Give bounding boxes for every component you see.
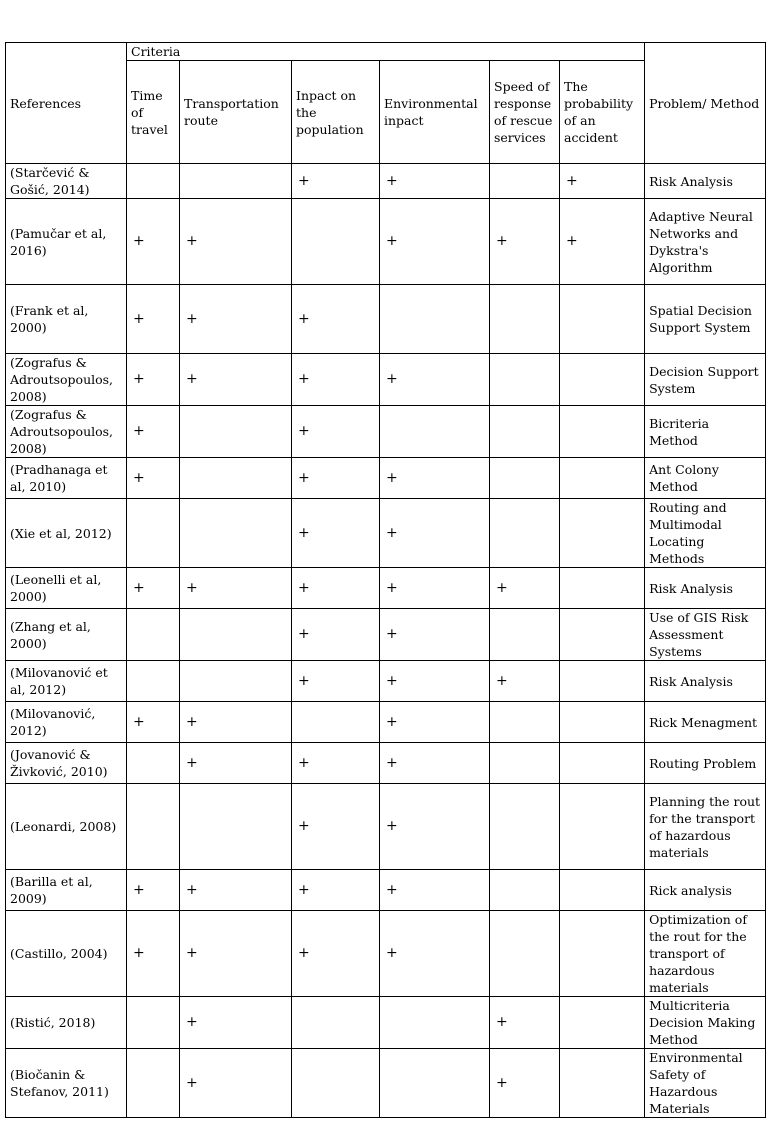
criteria-mark-cell: + [180, 354, 292, 406]
criteria-mark-cell [292, 997, 380, 1049]
criteria-mark-cell [127, 661, 180, 702]
method-cell: Multicriteria Decision Making Method [645, 997, 766, 1049]
criteria-mark-cell: + [292, 661, 380, 702]
criteria-mark-cell: + [380, 870, 490, 911]
table-row [6, 199, 766, 285]
reference-cell: (Zografus & Adroutsopoulos, 2008) [6, 406, 127, 458]
criteria-mark-cell: + [380, 199, 490, 285]
reference-cell: (Xie et al, 2012) [6, 499, 127, 568]
method-cell: Adaptive Neural Networks and Dykstra's Algorithm [645, 199, 766, 285]
criteria-mark-cell [127, 743, 180, 784]
criteria-mark-cell: + [490, 997, 560, 1049]
criteria-mark-cell: + [292, 285, 380, 354]
criteria-mark-cell: + [127, 911, 180, 997]
reference-cell: (Leonardi, 2008) [6, 784, 127, 870]
criteria-mark-cell [292, 199, 380, 285]
reference-cell: (Starčević & Gošić, 2014) [6, 164, 127, 199]
table-row [6, 609, 766, 661]
criteria-mark-cell [560, 661, 645, 702]
reference-cell: (Ristić, 2018) [6, 997, 127, 1049]
criteria-mark-cell [490, 164, 560, 199]
table-row [6, 870, 766, 911]
table-row [6, 702, 766, 743]
criteria-mark-cell [560, 997, 645, 1049]
criteria-mark-cell: + [292, 784, 380, 870]
method-cell: Risk Analysis [645, 661, 766, 702]
criteria-mark-cell: + [490, 1049, 560, 1118]
criteria-mark-cell [127, 609, 180, 661]
method-cell: Decision Support System [645, 354, 766, 406]
method-cell: Rick Menagment [645, 702, 766, 743]
method-cell: Routing and Multimodal Locating Methods [645, 499, 766, 568]
criteria-mark-cell [490, 406, 560, 458]
criteria-mark-cell [490, 285, 560, 354]
reference-cell: (Zografus & Adroutsopoulos, 2008) [6, 354, 127, 406]
criteria-mark-cell [560, 354, 645, 406]
criteria-mark-cell [180, 661, 292, 702]
method-cell: Use of GIS Risk Assessment Systems [645, 609, 766, 661]
table-row [6, 164, 766, 199]
col-header-population: Inpact on the population [292, 61, 380, 164]
criteria-mark-cell: + [380, 743, 490, 784]
criteria-mark-cell: + [380, 911, 490, 997]
criteria-mark-cell [490, 499, 560, 568]
criteria-mark-cell: + [180, 1049, 292, 1118]
criteria-mark-cell: + [380, 661, 490, 702]
criteria-mark-cell [560, 743, 645, 784]
criteria-mark-cell [560, 499, 645, 568]
reference-cell: (Milovanović, 2012) [6, 702, 127, 743]
criteria-mark-cell [560, 870, 645, 911]
references-criteria-table [5, 42, 766, 1118]
criteria-mark-cell: + [380, 568, 490, 609]
criteria-mark-cell [490, 609, 560, 661]
criteria-mark-cell: + [560, 164, 645, 199]
reference-cell: (Pradhanaga et al, 2010) [6, 458, 127, 499]
criteria-mark-cell: + [127, 568, 180, 609]
method-cell: Ant Colony Method [645, 458, 766, 499]
criteria-mark-cell [380, 997, 490, 1049]
criteria-mark-cell: + [292, 568, 380, 609]
table-row [6, 568, 766, 609]
method-cell: Routing Problem [645, 743, 766, 784]
criteria-mark-cell [490, 743, 560, 784]
criteria-mark-cell: + [380, 354, 490, 406]
criteria-mark-cell [560, 702, 645, 743]
table-row [6, 406, 766, 458]
criteria-mark-cell: + [292, 164, 380, 199]
references-header: References [6, 43, 127, 164]
method-cell: Environmental Safety of Hazardous Materials [645, 1049, 766, 1118]
criteria-mark-cell [560, 568, 645, 609]
criteria-mark-cell: + [180, 199, 292, 285]
criteria-mark-cell: + [180, 870, 292, 911]
criteria-mark-cell [292, 1049, 380, 1118]
method-cell: Rick analysis [645, 870, 766, 911]
method-cell: Risk Analysis [645, 568, 766, 609]
criteria-mark-cell: + [292, 870, 380, 911]
criteria-mark-cell: + [127, 458, 180, 499]
criteria-mark-cell: + [380, 609, 490, 661]
criteria-mark-cell: + [490, 568, 560, 609]
method-cell: Spatial Decision Support System [645, 285, 766, 354]
criteria-mark-cell [180, 164, 292, 199]
criteria-mark-cell [560, 285, 645, 354]
criteria-mark-cell: + [560, 199, 645, 285]
criteria-mark-cell: + [490, 199, 560, 285]
table-row [6, 997, 766, 1049]
criteria-mark-cell [560, 1049, 645, 1118]
col-header-time: Time of travel [127, 61, 180, 164]
criteria-mark-cell: + [380, 702, 490, 743]
criteria-mark-cell [380, 406, 490, 458]
criteria-mark-cell [490, 784, 560, 870]
table-row [6, 458, 766, 499]
criteria-mark-cell: + [127, 406, 180, 458]
criteria-mark-cell [292, 702, 380, 743]
criteria-mark-cell [490, 911, 560, 997]
criteria-mark-cell: + [292, 911, 380, 997]
criteria-mark-cell [560, 458, 645, 499]
method-cell: Optimization of the rout for the transport of hazardous materials [645, 911, 766, 997]
table-row [6, 1049, 766, 1118]
criteria-mark-cell: + [180, 911, 292, 997]
criteria-mark-cell: + [180, 743, 292, 784]
method-cell: Planning the rout for the transport of hazardous materials [645, 784, 766, 870]
criteria-mark-cell [127, 1049, 180, 1118]
criteria-mark-cell: + [127, 199, 180, 285]
criteria-mark-cell: + [380, 784, 490, 870]
criteria-mark-cell [127, 784, 180, 870]
criteria-mark-cell [490, 870, 560, 911]
problem-method-header: Problem/ Method [645, 43, 766, 164]
criteria-mark-cell [560, 911, 645, 997]
criteria-mark-cell: + [127, 285, 180, 354]
criteria-mark-cell: + [180, 702, 292, 743]
criteria-mark-cell: + [127, 702, 180, 743]
reference-cell: (Pamučar et al, 2016) [6, 199, 127, 285]
criteria-mark-cell: + [292, 609, 380, 661]
criteria-mark-cell [560, 784, 645, 870]
criteria-mark-cell: + [380, 458, 490, 499]
criteria-mark-cell [180, 499, 292, 568]
criteria-mark-cell: + [380, 164, 490, 199]
table-row [6, 784, 766, 870]
table-row [6, 285, 766, 354]
header-row-1 [6, 43, 766, 61]
criteria-mark-cell [490, 702, 560, 743]
reference-cell: (Castillo, 2004) [6, 911, 127, 997]
reference-cell: (Barilla et al, 2009) [6, 870, 127, 911]
criteria-mark-cell [180, 406, 292, 458]
criteria-mark-cell [127, 997, 180, 1049]
criteria-mark-cell [180, 458, 292, 499]
criteria-mark-cell [127, 499, 180, 568]
criteria-mark-cell [490, 458, 560, 499]
criteria-mark-cell: + [292, 406, 380, 458]
criteria-header: Criteria [127, 43, 645, 61]
criteria-mark-cell [380, 285, 490, 354]
criteria-mark-cell: + [380, 499, 490, 568]
col-header-accident-probability: The probability of an accident [560, 61, 645, 164]
criteria-mark-cell: + [180, 568, 292, 609]
reference-cell: (Zhang et al, 2000) [6, 609, 127, 661]
criteria-mark-cell [380, 1049, 490, 1118]
criteria-mark-cell [127, 164, 180, 199]
criteria-mark-cell: + [292, 743, 380, 784]
reference-cell: (Milovanović et al, 2012) [6, 661, 127, 702]
criteria-mark-cell: + [292, 499, 380, 568]
criteria-mark-cell [180, 784, 292, 870]
reference-cell: (Frank et al, 2000) [6, 285, 127, 354]
table-row [6, 911, 766, 997]
criteria-mark-cell [560, 609, 645, 661]
criteria-mark-cell: + [127, 870, 180, 911]
criteria-mark-cell [560, 406, 645, 458]
method-cell: Bicriteria Method [645, 406, 766, 458]
col-header-response-speed: Speed of response of rescue services [490, 61, 560, 164]
criteria-mark-cell [180, 609, 292, 661]
table-row [6, 661, 766, 702]
reference-cell: (Leonelli et al, 2000) [6, 568, 127, 609]
reference-cell: (Biočanin & Stefanov, 2011) [6, 1049, 127, 1118]
criteria-mark-cell: + [292, 354, 380, 406]
reference-cell: (Jovanović & Živković, 2010) [6, 743, 127, 784]
table-row [6, 499, 766, 568]
criteria-mark-cell: + [180, 285, 292, 354]
criteria-mark-cell: + [490, 661, 560, 702]
criteria-mark-cell: + [180, 997, 292, 1049]
criteria-mark-cell [490, 354, 560, 406]
table-row [6, 743, 766, 784]
table-row [6, 354, 766, 406]
criteria-mark-cell: + [127, 354, 180, 406]
col-header-environment: Environmental inpact [380, 61, 490, 164]
col-header-route: Transportation route [180, 61, 292, 164]
criteria-mark-cell: + [292, 458, 380, 499]
method-cell: Risk Analysis [645, 164, 766, 199]
